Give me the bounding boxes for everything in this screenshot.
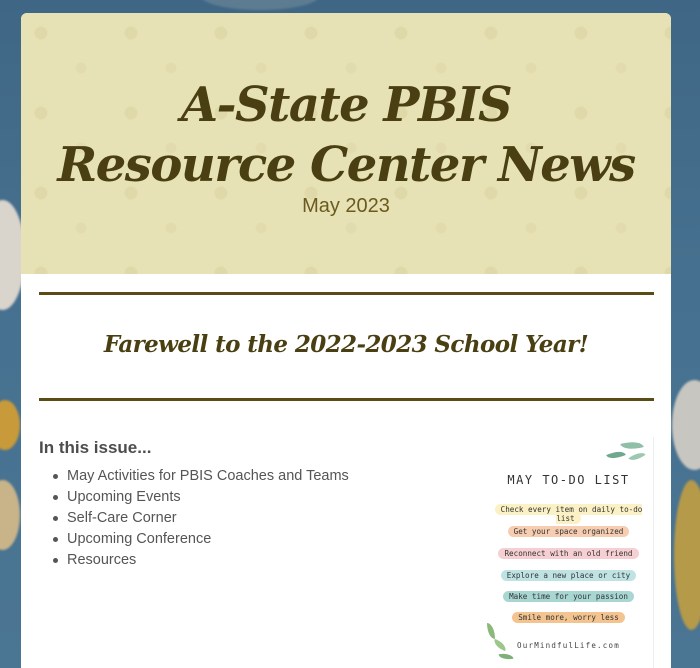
background-blossom [674,480,700,630]
bullet-icon [53,516,58,521]
toc-item [67,487,349,508]
leaf-icon [498,652,513,661]
toc-item [67,466,349,487]
newsletter-title-line2: Resource Center News [57,137,635,193]
toc-list [67,466,349,571]
leaf-icon [487,623,495,639]
toc-item [67,550,349,571]
todo-item [483,592,654,601]
todo-item [483,527,654,536]
bullet-icon [53,495,58,500]
bullet-icon [53,537,58,542]
todo-item-label: Make time for your passion [503,591,634,602]
toc-item-label: Upcoming Events [67,489,181,505]
newsletter-title-line1: A-State PBIS [180,77,512,133]
todo-item [483,613,654,622]
leaf-icon [628,449,645,464]
bullet-icon [53,558,58,563]
bullet-icon [53,474,58,479]
todo-item [483,571,654,580]
background-blossom [0,400,20,450]
toc-item-label: Resources [67,552,137,568]
todo-item-label: Explore a new place or city [501,570,636,581]
todo-item [483,505,654,523]
toc-item [67,508,349,529]
todo-item-label: Smile more, worry less [512,612,625,623]
leaf-icon [620,438,644,452]
toc-item [67,529,349,550]
toc-heading: In this issue... [39,438,152,457]
toc-item-label: Self-Care Corner [67,510,177,526]
newsletter-card [21,13,671,668]
todo-item-label: Get your space organized [508,526,630,537]
todo-item-label: Check every item on daily to-do list [495,504,643,524]
leaf-icon [606,448,626,463]
todo-title: MAY TO-DO LIST [507,473,630,487]
todo-item [483,549,654,558]
todo-item-label: Reconnect with an old friend [498,548,638,559]
farewell-heading: Farewell to the 2022-2023 School Year! [103,331,589,358]
masthead [21,13,671,274]
background-blossom [0,480,20,550]
divider-top [39,292,654,295]
todo-footer-credit: OurMindfulLife.com [517,641,620,650]
divider-bottom [39,398,654,401]
may-todo-list-image [483,437,654,668]
background-blossom [672,380,700,470]
toc-item-label: May Activities for PBIS Coaches and Teams [67,468,349,484]
background-blossom [200,0,320,10]
toc-item-label: Upcoming Conference [67,531,212,547]
issue-date: May 2023 [302,195,390,217]
